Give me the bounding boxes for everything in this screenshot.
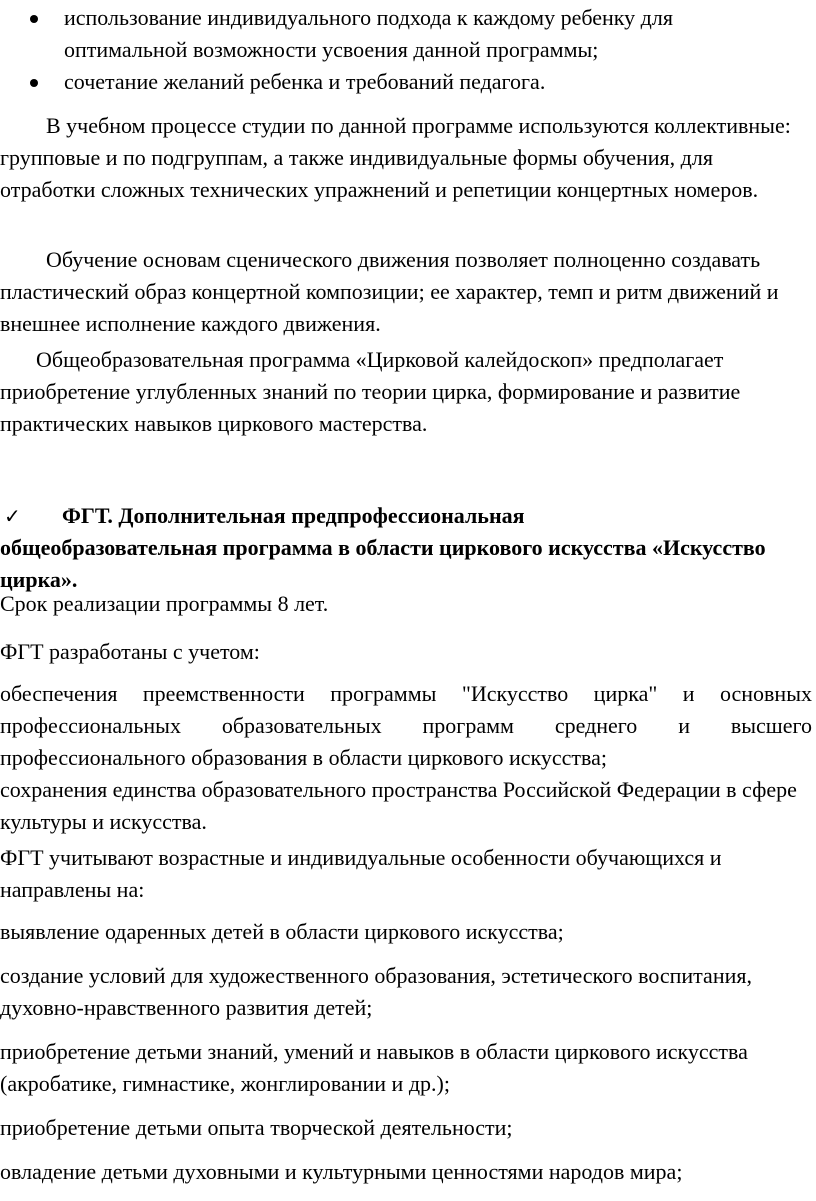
developed-item: сохранения единства образовательного пространства Российской Федерации в сфере культуры и искусства. — [0, 777, 797, 834]
checkmark-icon: ✓ — [4, 504, 21, 528]
paragraph-stage-movement: Обучение основам сценического движения позволяет полноценно создавать пластический образ концертной композиции; ее характер, темп и ритм движений и внешнее исполнение каждого движения. — [0, 247, 779, 336]
list-item: использование индивидуального подхода к каждому ребенку для оптимальной возможности усвоения данной программы; — [0, 2, 816, 66]
list-item: сочетание желаний ребенка и требований педагога. — [0, 66, 816, 98]
bullet-icon — [30, 79, 38, 87]
section-heading: ✓ ФГТ. Дополнительная предпрофессиональная общеобразовательная программа в области циркового искусства «Искусство цирка». — [0, 500, 812, 596]
developed-intro: ФГТ разработаны с учетом: — [0, 639, 260, 664]
paragraph-program: Общеобразовательная программа «Цирковой калейдоскоп» предполагает приобретение углубленных знаний по теории цирка, формирование и развитие практических навыков циркового мастерства. — [0, 347, 741, 436]
bullet-list — [0, 2, 816, 98]
aims-intro: ФГТ учитывают возрастные и индивидуальные особенности обучающихся и направлены на: — [0, 845, 722, 902]
aim-item: приобретение детьми знаний, умений и навыков в области циркового искусства (акробатике, гимнастике, жонглировании и др.); — [0, 1039, 748, 1096]
paragraph-forms: В учебном процессе студии по данной программе используются коллективные: групповые и по подгруппам, а также индивидуальные формы обучения, для отработки сложных технических упражнений и репетиции концертных номеров. — [0, 113, 791, 202]
aim-item: выявление одаренных детей в области циркового искусства; — [0, 919, 564, 944]
aim-item: создание условий для художественного образования, эстетического воспитания, духовно-нравственного развития детей; — [0, 963, 752, 1020]
aim-item: овладение детьми духовными и культурными ценностями народов мира; — [0, 1159, 683, 1184]
aim-item: приобретение детьми опыта творческой деятельности; — [0, 1115, 513, 1140]
developed-item: обеспечения преемственности программы "Искусство цирка" и основных профессиональных образовательных программ среднего и высшего профессионального образования в области циркового искусства; — [0, 681, 812, 770]
bullet-icon — [30, 15, 38, 23]
term-line: Срок реализации программы 8 лет. — [0, 591, 329, 616]
